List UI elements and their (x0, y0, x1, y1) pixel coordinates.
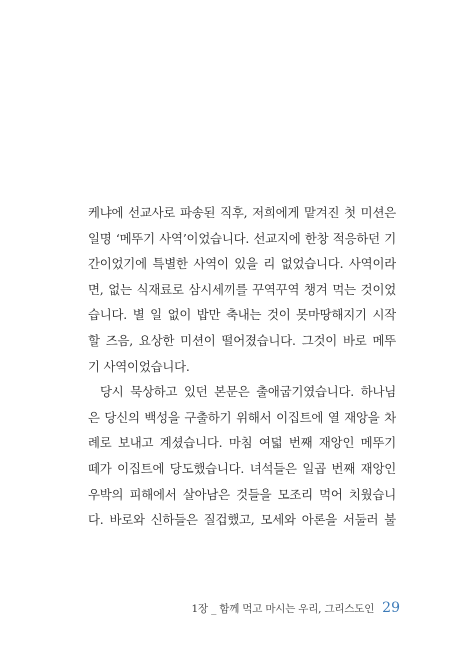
text-line: 간이었기에 특별한 사역이 있을 리 없었습니다. 사역이라 (88, 256, 396, 272)
text-line: 습니다. 별 일 없이 밥만 축내는 것이 못마땅해지기 시작 (88, 307, 396, 323)
text-line: 당시 묵상하고 있던 본문은 출애굽기였습니다. 하나님 (100, 384, 396, 400)
paragraph-2 (88, 379, 396, 533)
paragraph-1 (88, 200, 396, 379)
text-line: 우박의 피해에서 살아남은 것들을 모조리 먹어 치웠습니 (88, 486, 396, 502)
text-line: 은 당신의 백성을 구출하기 위해서 이집트에 열 재앙을 차 (88, 409, 396, 425)
text-line: 할 즈음, 요상한 미션이 떨어졌습니다. 그것이 바로 메뚜 (88, 332, 396, 348)
text-line: 면, 없는 식재료로 삼시세끼를 꾸역꾸역 챙겨 먹는 것이었 (88, 281, 396, 297)
text-line: 기 사역이었습니다. (88, 358, 190, 374)
running-head: 1장 _ 함께 먹고 마시는 우리, 그리스도인 (191, 603, 375, 615)
text-line: 떼가 이집트에 당도했습니다. 녀석들은 일곱 번째 재앙인 (88, 460, 396, 476)
body-text (88, 200, 396, 533)
page-footer (192, 600, 400, 618)
text-line: 다. 바로와 신하들은 질겁했고, 모세와 아론을 서둘러 불 (88, 512, 396, 528)
text-line: 례로 보내고 계셨습니다. 마침 여덟 번째 재앙인 메뚜기 (88, 435, 396, 451)
text-line: 케냐에 선교사로 파송된 직후, 저희에게 맡겨진 첫 미션은 (88, 205, 396, 220)
page-number: 29 (382, 600, 400, 616)
text-line: 일명 ‘메뚜기 사역’이었습니다. 선교지에 한창 적응하던 기 (88, 230, 396, 246)
